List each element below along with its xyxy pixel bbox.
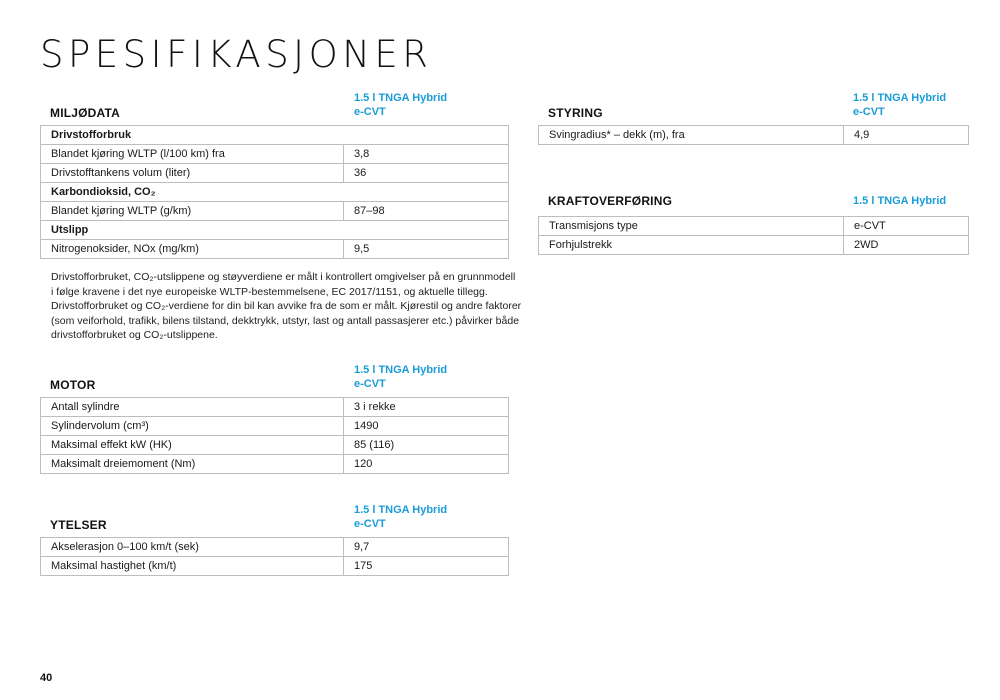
row-value: 4,9 — [854, 129, 870, 141]
styring-variant-label — [853, 91, 946, 119]
row-label: Maksimalt dreiemoment (Nm) — [41, 455, 344, 473]
row-label: Forhjulstrekk — [539, 236, 844, 254]
row-label: Drivstofforbruk — [51, 129, 132, 141]
row-value: 3 i rekke — [354, 401, 396, 413]
miljodata-variant-label — [354, 91, 447, 119]
table-row — [539, 126, 968, 145]
variant-transmission: e-CVT — [354, 518, 386, 530]
footnote-line: Drivstofforbruket, CO₂-utslippene og støyverdiene er målt i kontrollert omgivelser på en grunnmodell — [51, 271, 516, 283]
motor-header — [40, 362, 509, 397]
variant-transmission: e-CVT — [853, 106, 885, 118]
table-row — [539, 236, 968, 255]
row-value: 9,7 — [354, 541, 370, 553]
row-label: Blandet kjøring WLTP (l/100 km) fra — [41, 145, 344, 163]
row-label: Nitrogenoksider, NOx (mg/km) — [41, 240, 344, 258]
styring-table — [538, 125, 969, 145]
row-label: Karbondioksid, CO₂ — [51, 186, 156, 198]
motor-title: MOTOR — [50, 378, 96, 392]
motor-table — [40, 397, 509, 474]
variant-transmission: e-CVT — [354, 106, 386, 118]
row-value: 9,5 — [354, 243, 370, 255]
variant-engine: 1.5 l TNGA Hybrid — [354, 504, 448, 516]
ytelser-section — [40, 502, 509, 576]
table-row-subhead — [41, 221, 508, 240]
row-label: Drivstofftankens volum (liter) — [41, 164, 344, 182]
variant-engine: 1.5 l TNGA Hybrid — [354, 92, 448, 104]
page-number: 40 — [40, 672, 53, 684]
variant-transmission: e-CVT — [354, 378, 386, 390]
variant-engine: 1.5 l TNGA Hybrid — [853, 195, 947, 207]
miljodata-section — [40, 91, 509, 259]
table-row — [41, 557, 508, 576]
table-row — [41, 538, 508, 557]
kraftoverforing-section — [538, 188, 969, 255]
table-row — [41, 202, 508, 221]
row-label: Antall sylindre — [41, 398, 344, 416]
kraftoverforing-header — [538, 188, 969, 216]
motor-variant-label — [354, 363, 447, 391]
table-row — [41, 145, 508, 164]
table-row-subhead — [41, 183, 508, 202]
table-row — [539, 217, 968, 236]
row-label: Utslipp — [51, 224, 89, 236]
row-label: Transmisjons type — [539, 217, 844, 235]
ytelser-header — [40, 502, 509, 537]
kraftoverforing-title: KRAFTOVERFØRING — [548, 194, 673, 208]
emissions-footnote — [51, 270, 521, 343]
footnote-line: drivstofforbruket og CO₂-utslippene. — [51, 329, 218, 341]
row-value: 87–98 — [354, 205, 385, 217]
table-row — [41, 455, 508, 474]
table-row — [41, 240, 508, 259]
row-value: 175 — [354, 560, 373, 572]
row-value: 120 — [354, 458, 373, 470]
footnote-line: i følge kravene i det nye europeiske WLTP-bestemmelsene, EC 2017/1151, og aktuelle tillegg. — [51, 285, 488, 298]
footnote-line: Drivstofforbruket og CO₂-verdiene for din bil kan avvike fra de som er målt. Kjørestil og andre faktorer — [51, 300, 522, 312]
row-label: Maksimal hastighet (km/t) — [41, 557, 344, 575]
row-value: 2WD — [854, 239, 879, 251]
motor-section — [40, 362, 509, 474]
footnote-line: (som veiforhold, trafikk, bilens tilstand, dekktrykk, utstyr, last og antall passasjerer etc.) påvirker både — [51, 314, 520, 327]
table-row — [41, 164, 508, 183]
table-row — [41, 398, 508, 417]
kraftoverforing-variant-label — [853, 194, 946, 208]
styring-section — [538, 91, 969, 145]
row-value: e-CVT — [854, 220, 886, 232]
ytelser-title: YTELSER — [50, 518, 107, 532]
table-row — [41, 417, 508, 436]
table-row-subhead — [41, 126, 508, 145]
row-value: 3,8 — [354, 148, 370, 160]
row-label: Svingradius* – dekk (m), fra — [539, 126, 844, 144]
row-value: 85 (116) — [354, 439, 395, 451]
ytelser-variant-label — [354, 503, 447, 531]
styring-title: STYRING — [548, 106, 603, 120]
row-value: 1490 — [354, 420, 379, 432]
row-value: 36 — [354, 167, 367, 179]
row-label: Sylindervolum (cm³) — [41, 417, 344, 435]
row-label: Maksimal effekt kW (HK) — [41, 436, 344, 454]
variant-engine: 1.5 l TNGA Hybrid — [853, 92, 947, 104]
miljodata-header — [40, 91, 509, 125]
page-title: SPESIFIKASJONER — [40, 33, 433, 76]
row-label: Akselerasjon 0–100 km/t (sek) — [41, 538, 344, 556]
variant-engine: 1.5 l TNGA Hybrid — [354, 364, 448, 376]
table-row — [41, 436, 508, 455]
row-label: Blandet kjøring WLTP (g/km) — [41, 202, 344, 220]
miljodata-title: MILJØDATA — [50, 106, 121, 120]
ytelser-table — [40, 537, 509, 576]
miljodata-table — [40, 125, 509, 259]
kraftoverforing-table — [538, 216, 969, 255]
styring-header — [538, 91, 969, 125]
